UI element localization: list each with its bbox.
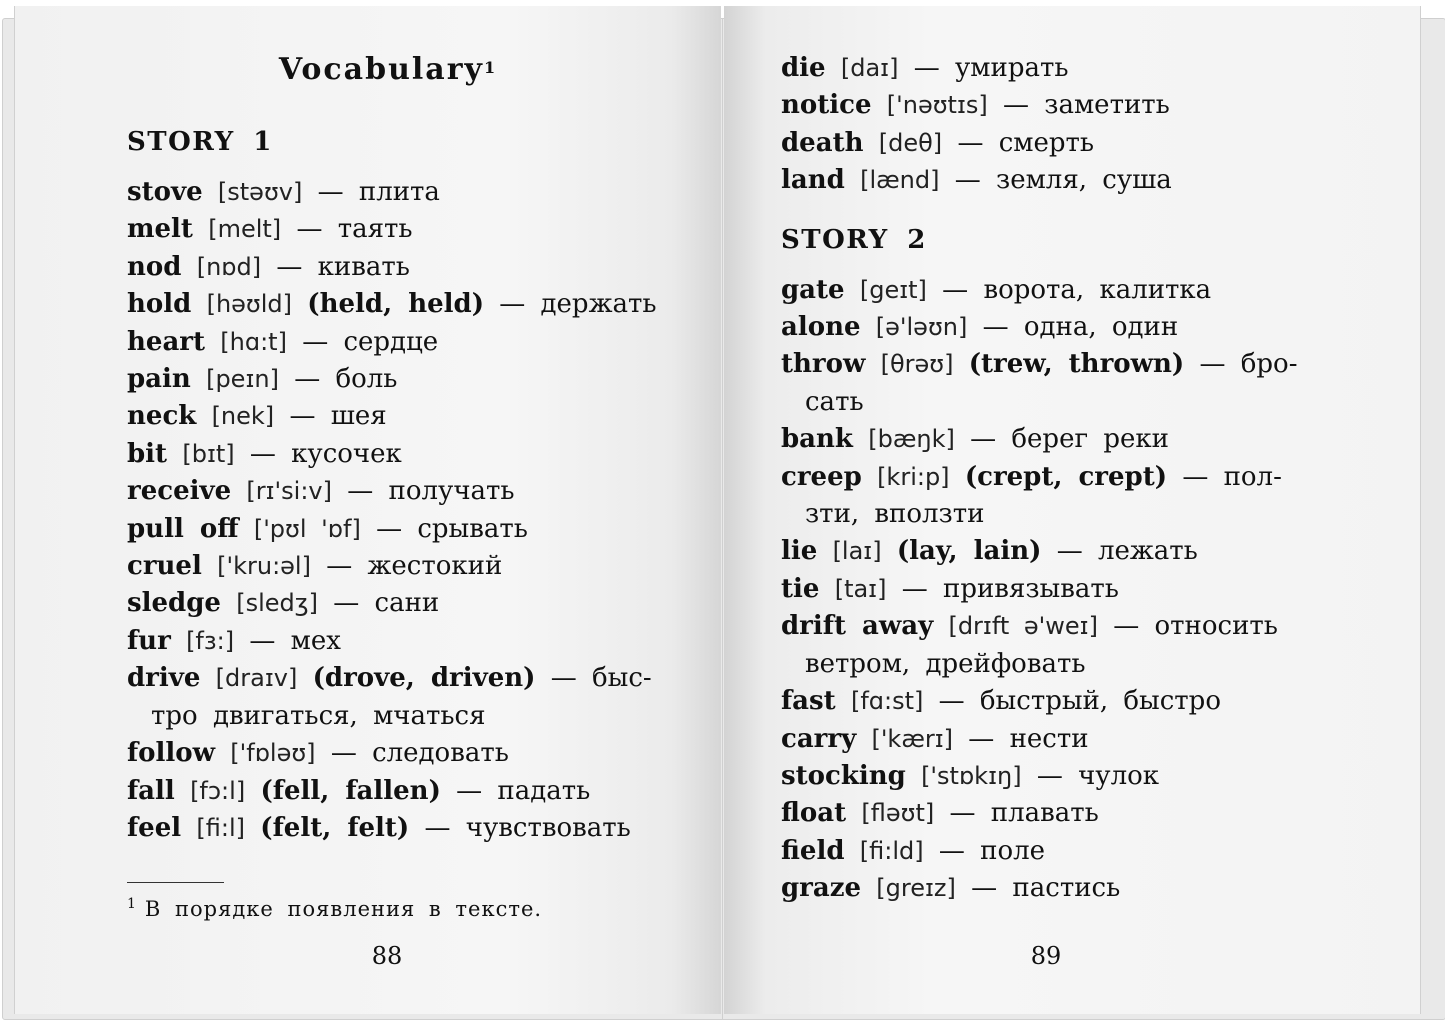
vocab-entry [781,272,1341,309]
vocab-pronunciation: [drɪft ə'weɪ] [948,612,1098,641]
vocab-translation: боль [335,364,398,395]
vocab-dash: — [901,573,928,604]
vocab-entry [781,346,1341,383]
vocab-pronunciation: ['kærɪ] [871,724,954,753]
vocab-entry [781,87,1341,124]
vocab-dash: — [424,812,451,843]
vocab-translation: смерть [998,127,1095,158]
vocab-entry [127,249,667,286]
vocab-entry [127,773,667,810]
vocab-forms: (fell, fallen) [260,775,441,806]
vocab-dash: — [1182,461,1209,492]
vocab-word: cruel [127,551,202,582]
vocab-translation: плита [358,177,440,207]
vocab-dash: — [249,625,276,656]
vocab-forms: (trew, thrown) [968,349,1185,380]
vocabulary-list-story-1-continued [781,50,1341,200]
vocab-entry [781,459,1341,496]
vocab-word: tie [781,573,820,604]
vocab-word: fur [127,625,171,656]
vocab-pronunciation: [greɪz] [876,874,956,903]
vocab-translation-continued: тро двигаться, мчаться [151,700,486,731]
vocab-pronunciation: [fɜ:] [186,626,235,655]
vocab-entry [781,571,1341,608]
vocab-entry [127,436,667,473]
vocab-word: pull off [127,513,239,544]
vocab-entry [127,660,667,697]
vocab-pronunciation: [stəʊv] [217,178,303,206]
vocab-word: hold [127,289,192,320]
title-footnote-mark: 1 [483,58,496,77]
vocab-dash: — [347,476,374,507]
footnote-divider [127,882,224,883]
vocab-translation: падать [497,775,591,806]
vocab-word: die [781,53,826,83]
vocab-pronunciation: [fi:ld] [859,836,924,865]
vocab-word: receive [127,476,232,507]
vocab-entry-continuation [781,496,1341,533]
vocab-word: field [781,835,845,866]
vocab-translation: берег реки [1011,424,1169,455]
vocab-entry-continuation [127,698,667,735]
vocab-pronunciation: [melt] [208,215,282,244]
vocabulary-list-story-1 [127,174,667,847]
vocab-translation: таять [337,214,413,245]
vocab-entry [781,833,1341,870]
left-page-content [127,40,667,847]
page-title [127,48,647,92]
vocab-translation: ворота, калитка [983,274,1212,305]
vocab-word: stove [127,177,203,207]
vocab-translation: умирать [955,53,1069,83]
vocab-word: feel [127,812,182,843]
vocab-translation: жестокий [367,551,503,582]
vocab-pronunciation: [bæŋk] [868,425,955,454]
vocab-entry [781,533,1341,570]
vocab-word: follow [127,738,216,769]
vocab-dash: — [376,513,403,544]
vocab-translation: пастись [1012,873,1121,904]
vocab-translation: шея [330,401,387,432]
vocab-pronunciation: [taɪ] [834,574,887,603]
vocab-pronunciation: [fɑ:st] [850,687,924,716]
vocab-dash: — [942,274,969,305]
vocab-word: lie [781,536,818,567]
vocab-entry [781,162,1341,199]
vocab-word: notice [781,90,872,121]
vocab-word: sledge [127,588,221,619]
vocab-dash: — [1113,611,1140,642]
vocab-translation: поле [980,835,1046,866]
vocab-word: drift away [781,611,934,642]
page-number-left: 88 [371,942,403,970]
vocab-word: gate [781,274,845,305]
vocab-entry-continuation [781,384,1341,421]
vocab-dash: — [456,775,483,806]
vocab-dash: — [317,177,344,207]
vocab-dash: — [1036,760,1063,791]
vocab-word: bit [127,438,168,469]
vocab-entry [127,174,667,211]
vocab-dash: — [949,798,976,829]
vocab-pronunciation: [kri:p] [877,462,950,491]
vocab-dash: — [938,686,965,717]
vocab-translation: пол- [1223,461,1282,492]
vocab-dash: — [957,127,984,158]
vocab-entry [781,421,1341,458]
vocab-translation: получать [388,476,515,507]
vocab-pronunciation: [lænd] [860,166,940,195]
vocab-forms: (drove, driven) [312,663,536,694]
vocab-word: land [781,165,845,196]
vocab-translation: заметить [1044,90,1170,121]
vocab-entry [127,361,667,398]
vocab-word: fall [127,775,175,806]
vocab-dash: — [296,214,323,245]
page-title-text: Vocabulary [278,52,484,87]
vocab-word: heart [127,326,205,357]
vocab-pronunciation: [rɪ'si:v] [246,477,332,506]
vocab-word: melt [127,214,193,245]
vocab-pronunciation: [laɪ] [832,537,882,566]
vocab-entry [127,286,667,323]
vocab-word: death [781,127,864,158]
vocab-entry [127,623,667,660]
vocab-translation: относить [1154,611,1278,642]
vocab-translation: нести [1009,723,1089,754]
vocab-word: fast [781,686,836,717]
vocab-dash: — [1056,536,1083,567]
vocab-dash: — [938,835,965,866]
vocab-word: float [781,798,847,829]
vocab-entry [781,125,1341,162]
vocab-translation: одна, один [1023,312,1179,343]
vocab-translation: держать [540,289,657,320]
vocab-dash: — [971,873,998,904]
vocab-dash: — [982,312,1009,343]
vocab-entry-continuation [781,646,1341,683]
vocab-translation: мех [290,625,341,656]
footnote-text: В порядке появления в тексте. [144,897,543,921]
vocab-entry [127,511,667,548]
vocab-pronunciation: [nɒd] [196,252,262,281]
vocab-pronunciation: [sledʒ] [236,589,318,618]
vocab-word: throw [781,349,866,380]
vocab-pronunciation: [θrəʊ] [880,350,954,379]
vocab-entry [127,585,667,622]
vocab-dash: — [289,401,316,432]
vocab-word: alone [781,312,861,343]
vocab-translation: быстрый, быстро [979,686,1221,717]
vocab-translation: чулок [1078,760,1160,791]
vocab-entry [127,211,667,248]
vocab-entry [127,810,667,847]
vocab-pronunciation: [draɪv] [215,664,298,693]
vocab-dash: — [1003,90,1030,121]
vocab-pronunciation: [nek] [211,402,275,431]
vocab-entry [781,608,1341,645]
vocab-translation: лежать [1097,536,1198,567]
vocab-translation: срывать [417,513,528,544]
vocab-pronunciation: [fɔ:l] [190,776,246,805]
vocab-dash: — [499,289,526,320]
vocab-entry [781,50,1341,87]
vocab-dash: — [249,438,276,469]
vocab-translation: сани [374,588,440,619]
vocab-forms: (held, held) [307,289,484,320]
story-heading-1: STORY 1 [127,127,273,157]
vocab-pronunciation: [deθ] [878,128,943,157]
vocab-pronunciation: [fləʊt] [861,799,935,828]
vocab-dash: — [913,53,940,83]
vocab-word: creep [781,461,862,492]
vocab-dash: — [954,165,981,196]
vocab-entry [127,735,667,772]
vocab-dash: — [326,551,353,582]
vocab-entry [127,324,667,361]
vocab-translation: чувствовать [465,812,631,843]
vocab-dash: — [968,723,995,754]
vocab-dash: — [330,738,357,769]
vocab-entry [781,309,1341,346]
vocab-translation: быс- [592,663,652,694]
vocab-translation: бро- [1240,349,1298,380]
vocab-pronunciation: [geɪt] [859,275,927,304]
vocab-dash: — [294,364,321,395]
vocab-dash: — [550,663,577,694]
vocab-word: stocking [781,760,906,791]
vocab-pronunciation: ['nəʊtɪs] [886,91,988,120]
vocab-word: graze [781,873,862,904]
vocab-word: carry [781,723,857,754]
vocab-pronunciation: [hɑ:t] [220,327,287,356]
vocab-translation: следовать [372,738,509,769]
footnote-mark: 1 [127,896,137,912]
vocab-translation: кусочек [291,438,402,469]
right-page-content [781,50,1341,908]
vocab-pronunciation: [bɪt] [182,439,235,468]
vocab-entry [127,548,667,585]
vocab-pronunciation: [ə'ləʊn] [875,313,968,342]
vocab-entry [781,683,1341,720]
vocab-entry [781,758,1341,795]
footnote [127,897,542,921]
vocab-forms: (crept, crept) [964,461,1168,492]
vocab-word: drive [127,663,201,694]
story-heading-2: STORY 2 [781,224,927,255]
vocab-forms: (felt, felt) [260,812,410,843]
vocab-dash: — [276,251,303,282]
vocab-word: bank [781,424,853,455]
vocab-pronunciation: ['fɒləʊ] [230,739,316,768]
vocab-dash: — [333,588,360,619]
vocab-word: neck [127,401,197,432]
vocab-entry [781,795,1341,832]
vocab-pronunciation: [fi:l] [196,813,246,842]
vocab-entry [781,721,1341,758]
vocab-pronunciation: [daɪ] [840,54,899,82]
vocab-entry [781,870,1341,907]
vocab-pronunciation: ['pʊl 'ɒf] [253,514,361,543]
vocab-word: nod [127,251,182,282]
vocab-pronunciation: [peɪn] [206,365,279,394]
vocab-translation: земля, суша [996,165,1172,196]
vocab-pronunciation: ['kru:əl] [217,552,311,581]
page-number-right: 89 [1030,942,1062,970]
vocab-translation: плавать [990,798,1099,829]
vocab-translation-continued: зти, вползти [805,499,985,530]
vocab-translation: сердце [343,326,439,357]
vocab-translation: кивать [317,251,410,282]
vocab-translation: привязывать [943,573,1119,604]
vocab-dash: — [970,424,997,455]
vocab-forms: (lay, lain) [896,536,1042,567]
vocab-translation-continued: ветром, дрейфовать [805,648,1086,679]
vocab-entry [127,398,667,435]
vocab-dash: — [1199,349,1226,380]
vocab-translation-continued: сать [805,386,864,417]
vocab-pronunciation: ['stɒkɪŋ] [921,761,1022,790]
vocab-dash: — [302,326,329,357]
vocab-entry [127,473,667,510]
vocab-pronunciation: [həʊld] [206,290,293,319]
vocab-word: pain [127,364,191,395]
vocabulary-list-story-2 [781,272,1341,908]
